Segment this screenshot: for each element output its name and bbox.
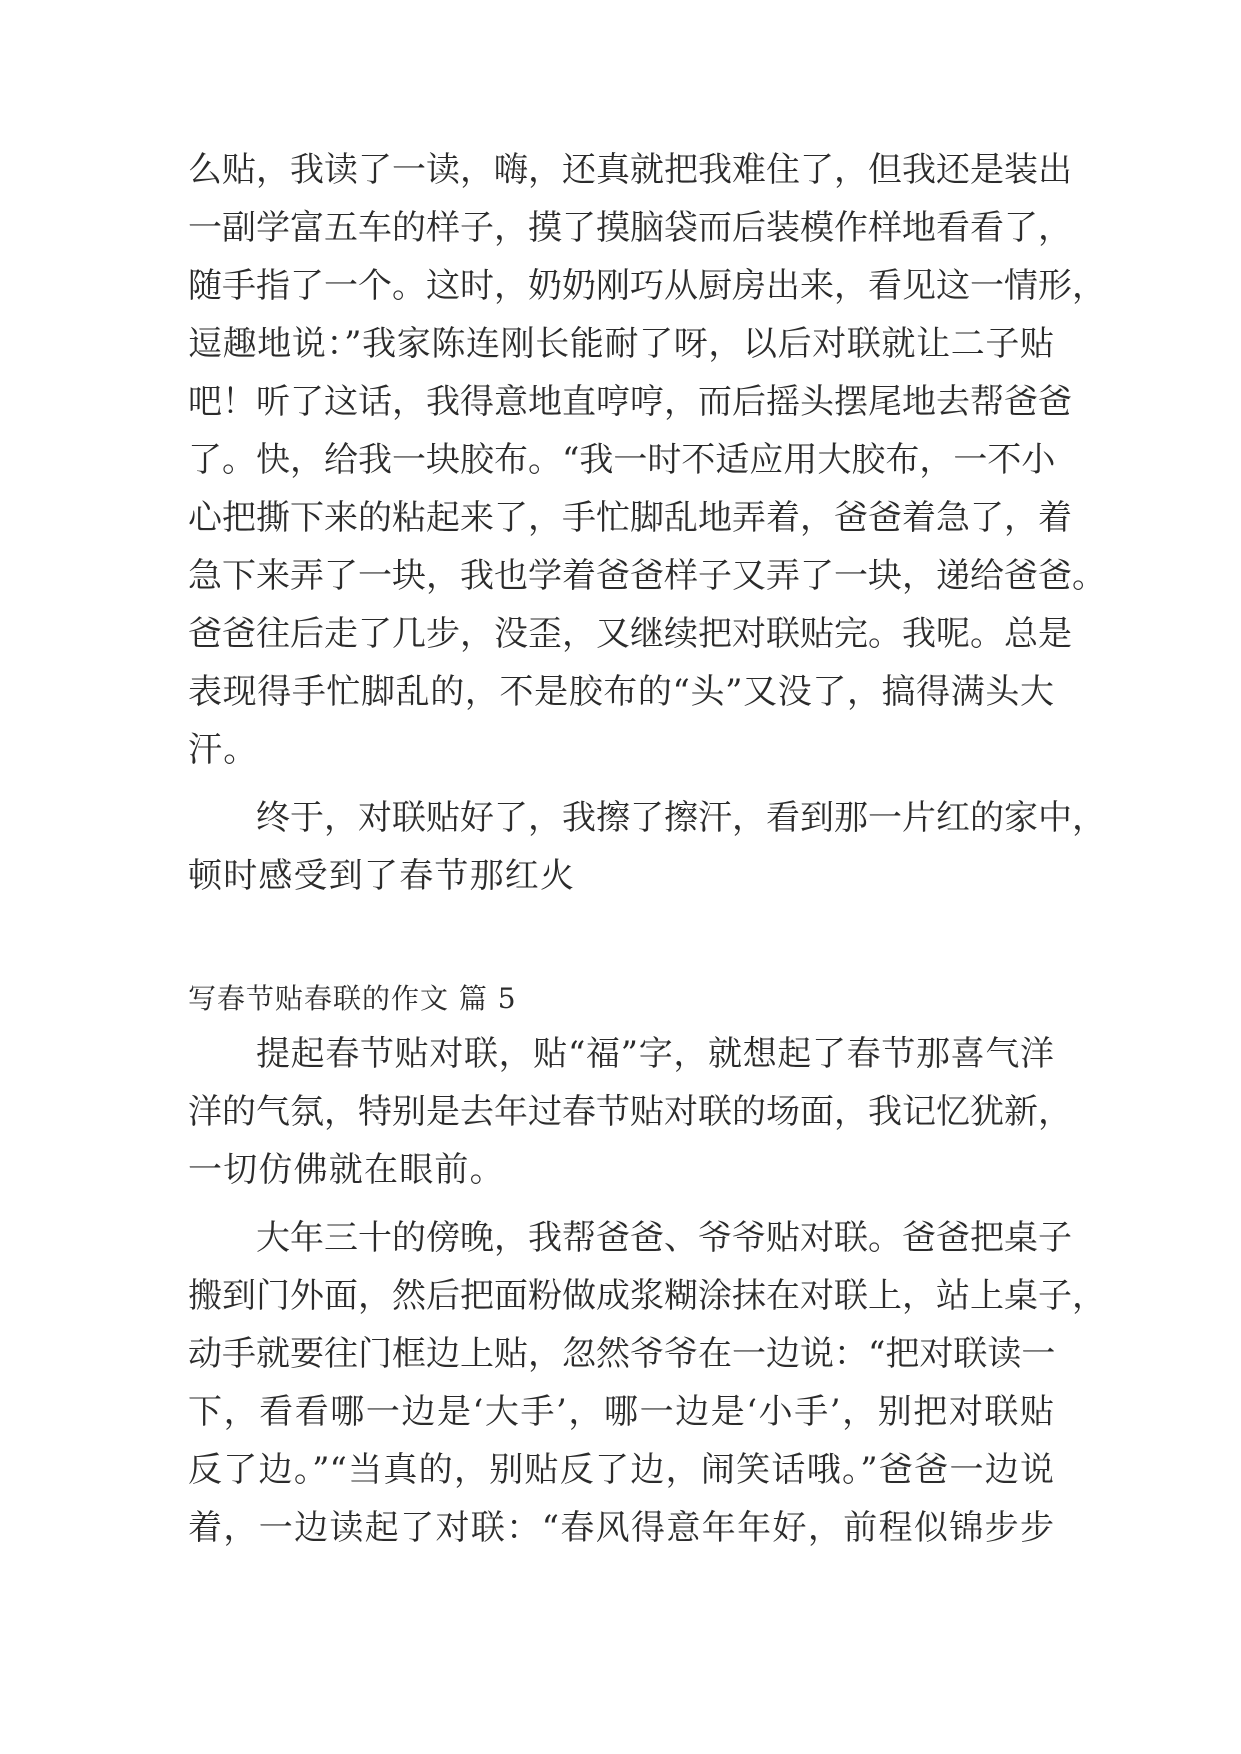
text-line: 心把撕下来的粘起来了，手忙脚乱地弄着，爸爸着急了，着 xyxy=(188,498,1072,538)
text-line: 下，看看哪一边是‘大手’，哪一边是‘小手’，别把对联贴 xyxy=(188,1392,1054,1432)
text-line: 终于，对联贴好了，我擦了擦汗，看到那一片红的家中， xyxy=(256,798,1106,838)
text-line: 逗趣地说：”我家陈连刚长能耐了呀，以后对联就让二子贴 xyxy=(188,324,1054,364)
text-line: 动手就要往门框边上贴，忽然爷爷在一边说：“把对联读一 xyxy=(188,1334,1056,1374)
text-line: 表现得手忙脚乱的，不是胶布的“头”又没了，搞得满头大 xyxy=(188,672,1054,712)
text-line: 了。快，给我一块胶布。“我一时不适应用大胶布，一不小 xyxy=(188,440,1056,480)
text-line: 提起春节贴对联，贴“福”字，就想起了春节那喜气洋 xyxy=(256,1034,1054,1074)
text-line: 么贴，我读了一读，嗨，还真就把我难住了，但我还是装出 xyxy=(188,150,1072,190)
text-line: 洋的气氛，特别是去年过春节贴对联的场面，我记忆犹新， xyxy=(188,1092,1072,1132)
text-line: 反了边。”“当真的，别贴反了边，闹笑话哦。”爸爸一边说 xyxy=(188,1450,1054,1490)
text-line: 吧！听了这话，我得意地直哼哼，而后摇头摆尾地去帮爸爸 xyxy=(188,382,1072,422)
text-line: 汗。 xyxy=(188,730,259,770)
text-line: 一切仿佛就在眼前。 xyxy=(188,1150,505,1190)
section-heading: 写春节贴春联的作文 篇 5 xyxy=(188,982,517,1015)
text-line: 爸爸往后走了几步，没歪，又继续把对联贴完。我呢。总是 xyxy=(188,614,1072,654)
text-line: 大年三十的傍晚，我帮爸爸、爷爷贴对联。爸爸把桌子 xyxy=(256,1218,1072,1258)
text-line: 着，一边读起了对联：“春风得意年年好，前程似锦步步 xyxy=(188,1508,1054,1548)
text-line: 顿时感受到了春节那红火 xyxy=(188,856,576,896)
text-line: 一副学富五车的样子，摸了摸脑袋而后装模作样地看看了， xyxy=(188,208,1072,248)
text-line: 急下来弄了一块，我也学着爸爸样子又弄了一块，递给爸爸。 xyxy=(188,556,1106,596)
text-line: 随手指了一个。这时，奶奶刚巧从厨房出来，看见这一情形， xyxy=(188,266,1106,306)
text-line: 搬到门外面，然后把面粉做成浆糊涂抹在对联上，站上桌子， xyxy=(188,1276,1106,1316)
